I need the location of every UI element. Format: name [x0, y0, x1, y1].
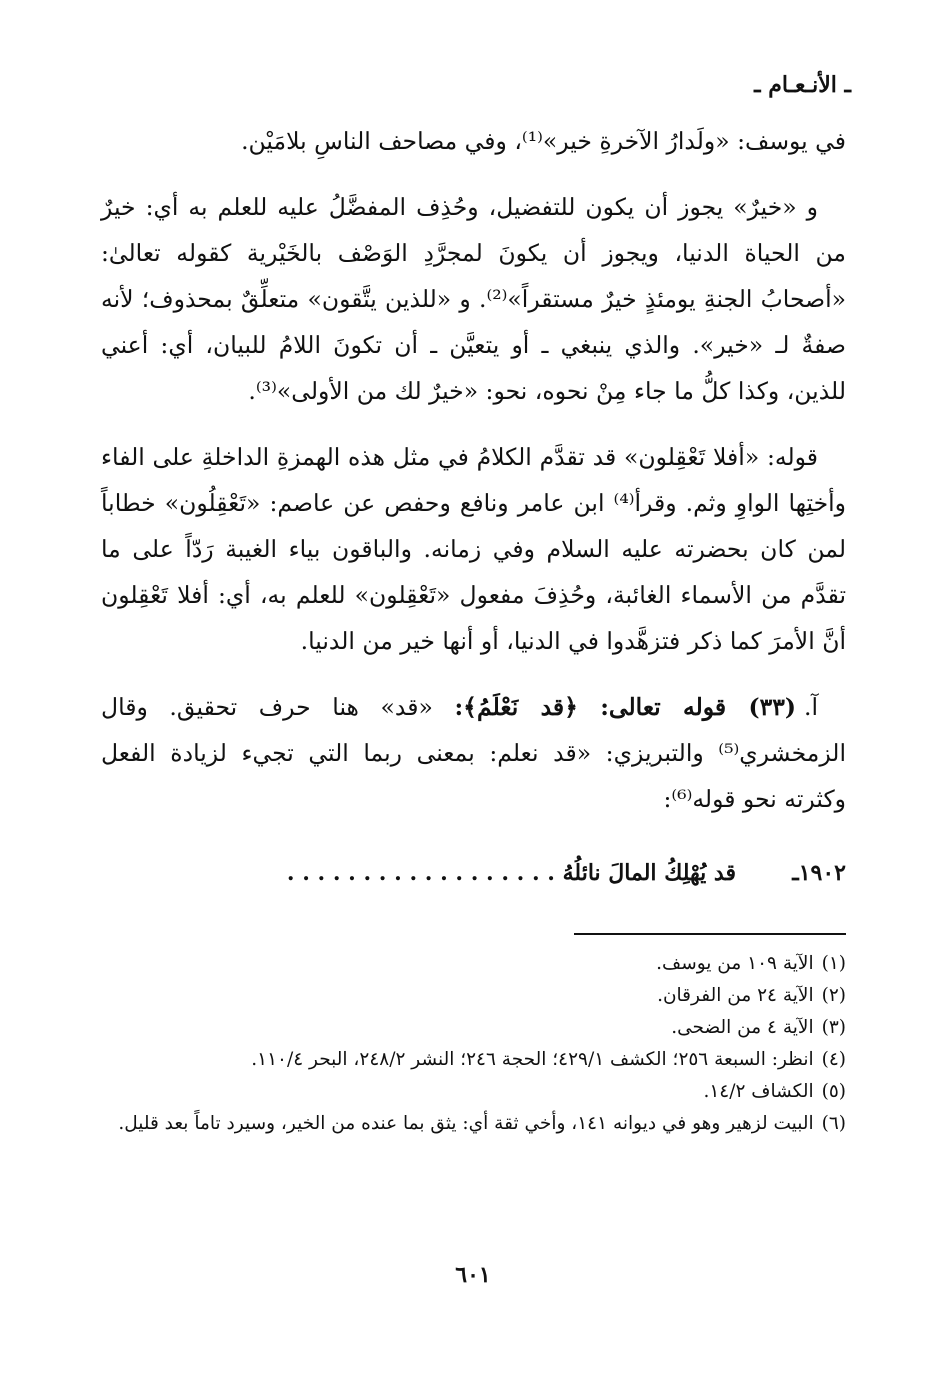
footnote-text: الآية ٤ من الضحى. — [671, 1017, 814, 1038]
footnotes — [98, 948, 846, 1140]
footnote-number: (٤) — [821, 1049, 846, 1070]
footnote-number: (٢) — [821, 985, 846, 1006]
footnote-4 — [98, 1044, 846, 1076]
footnote-number: (٦) — [821, 1113, 846, 1134]
poetry-line-number: ١٩٠٢ـ — [792, 860, 846, 886]
footnote-text: الآية ١٠٩ من يوسف. — [656, 953, 814, 974]
footnote-number: (٣) — [821, 1017, 846, 1038]
paragraph-3: قوله: «أفلا تَعْقِلون» قد تقدَّم الكلامُ في مثل هذه الهمزةِ الداخلةِ على الفاء وأختِها الواوِ وثم. وقرأ⁽⁴⁾ ابن عامر ونافع وحفص عن عاصم: «تَعْقِلُون» خطاباً لمن كان بحضرته عليه السلام وفي زمانه. والباقون بياء الغيبة رَدّاً على ما تقدَّم من الأسماء الغائبة، وحُذِفَ مفعول «تَعْقِلون» للعلم به، أي: أفلا تَعْقِلون أنَّ الأمرَ كما ذكر فتزهَّدوا في الدنيا، أو أنها خير من الدنيا. — [101, 443, 846, 655]
footnote-divider — [574, 933, 846, 935]
footnote-text: الآية ٢٤ من الفرقان. — [657, 985, 814, 1006]
footnote-text: الكشاف ١٤/٢. — [703, 1081, 814, 1102]
footnote-2 — [98, 980, 846, 1012]
footnote-1 — [98, 948, 846, 980]
paragraph-1: في يوسف: «ولَدارُ الآخرةِ خير»⁽¹⁾، وفي مصاحف الناسِ بلامَيْن. — [241, 127, 846, 155]
page-number: ٦٠١ — [455, 1262, 491, 1288]
verse-commentary: «قد» هنا حرف تحقيق. وقال الزمخشري⁽⁵⁾ والتبريزي: «قد نعلم: بمعنى ربما التي تجيء لزيادة الفعل وكثرته نحو قوله⁽⁶⁾: — [101, 693, 846, 813]
paragraph-2: و «خيرٌ» يجوز أن يكون للتفضيل، وحُذِف المفضَّلُ عليه للعلم به أي: خيرٌ من الحياة الدنيا، ويجوز أن يكونَ لمجرَّدِ الوَصْف بالخَيْرية كقوله تعالىٰ: «أصحابُ الجنةِ يومئذٍ خيرٌ مستقراً»⁽²⁾. و «للذين يتَّقون» متعلِّقٌ بمحذوف؛ لأنه صفةٌ لـ «خير». والذي ينبغي ـ أو يتعيَّن ـ أن تكونَ اللامُ للبيان، أي: أعني للذين، وكذا كلُّ ما جاء مِنْ نحوه، نحو: «خيرٌ لك من الأولى»⁽³⁾. — [101, 193, 846, 405]
poetry-line-text: قد يُهْلِكُ المالَ نائلُهُ . . . . . . . . . . . . . . . . . . — [286, 860, 736, 886]
poetry-line — [101, 848, 846, 898]
verse-entry — [101, 684, 846, 822]
footnote-6 — [98, 1108, 846, 1140]
footnote-5 — [98, 1076, 846, 1108]
main-text — [101, 118, 846, 822]
running-header: ـ الأنـعـام ـ — [754, 72, 851, 98]
verse-title: (٣٣) قوله تعالى: ﴿قد نَعْلَمُ﴾: — [454, 693, 796, 721]
verse-marker: آ. — [803, 693, 818, 721]
footnote-number: (١) — [821, 953, 846, 974]
footnote-3 — [98, 1012, 846, 1044]
footnote-number: (٥) — [821, 1081, 846, 1102]
footnote-text: انظر: السبعة ٢٥٦؛ الكشف ٤٢٩/١؛ الحجة ٢٤٦؛ النشر ٢٤٨/٢، البحر ١١٠/٤. — [251, 1049, 814, 1070]
footnote-text: البيت لزهير وهو في ديوانه ١٤١، وأخي ثقة أي: يثق بما عنده من الخير، وسيرد تاماً بعد قليل. — [118, 1113, 814, 1134]
